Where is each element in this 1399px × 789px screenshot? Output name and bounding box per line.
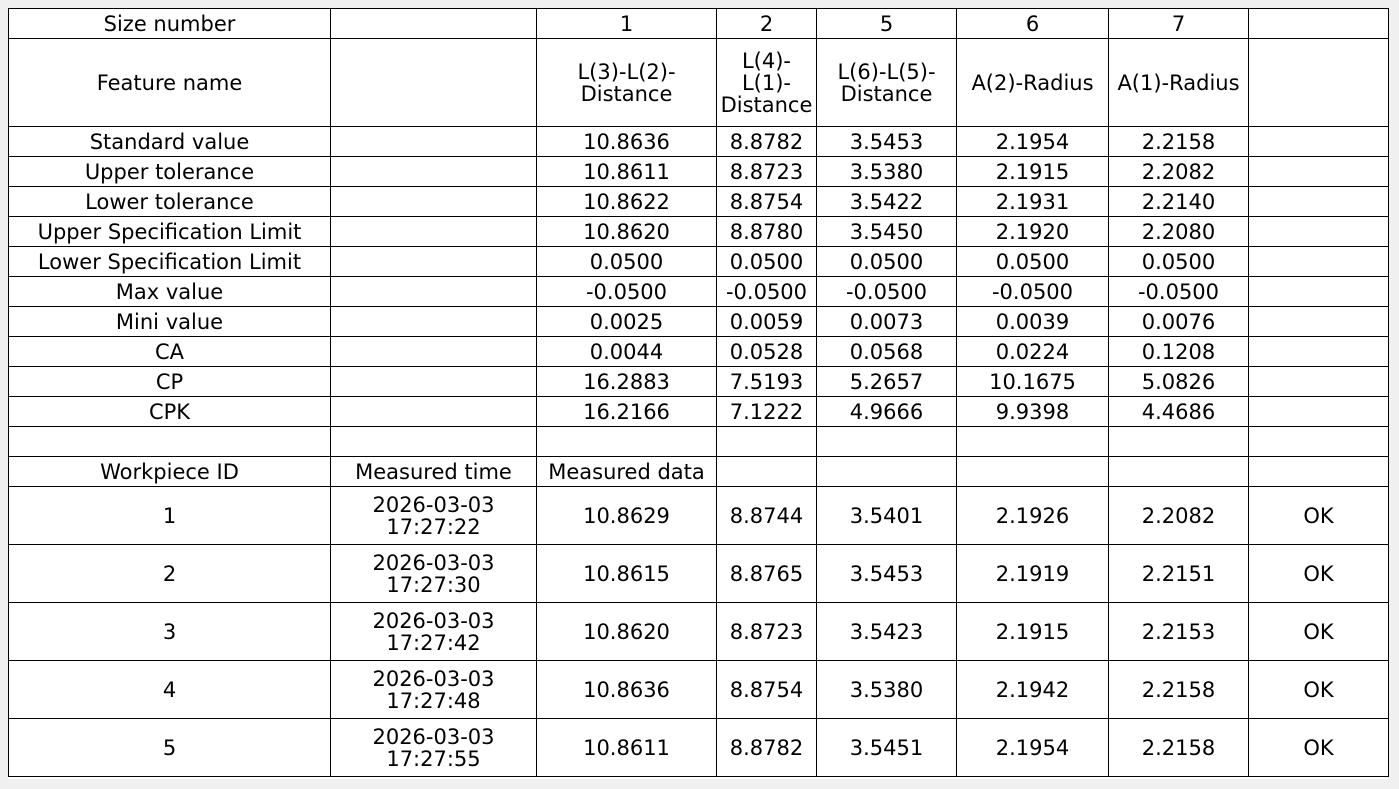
- stats-value[interactable]: 0.0500: [957, 247, 1109, 277]
- feature-name-row: [9, 39, 1389, 127]
- measured-value-cell[interactable]: 10.8636: [537, 661, 717, 719]
- stats-value[interactable]: 0.0568: [817, 337, 957, 367]
- stats-value[interactable]: 0.0044: [537, 337, 717, 367]
- stats-value[interactable]: 5.2657: [817, 367, 957, 397]
- stats-value[interactable]: -0.0500: [817, 277, 957, 307]
- measurement-row: [9, 719, 1389, 777]
- empty-cell[interactable]: [331, 39, 537, 127]
- empty-cell[interactable]: [717, 457, 817, 487]
- empty-cell[interactable]: [331, 217, 537, 247]
- workpiece-id-cell[interactable]: 1: [9, 487, 331, 545]
- size-number-cell[interactable]: 6: [957, 9, 1109, 39]
- measured-value-cell[interactable]: 8.8782: [717, 719, 817, 777]
- empty-cell[interactable]: [1249, 9, 1389, 39]
- measured-value-cell[interactable]: 3.5423: [817, 603, 957, 661]
- measured-date: 2026-03-03: [372, 492, 495, 517]
- empty-cell[interactable]: [331, 9, 537, 39]
- feature-name-cell[interactable]: L(6)-L(5)-Distance: [817, 39, 957, 127]
- measured-value-cell[interactable]: 3.5451: [817, 719, 957, 777]
- stats-row: [9, 307, 1389, 337]
- stats-row: [9, 217, 1389, 247]
- stats-value[interactable]: 7.5193: [717, 367, 817, 397]
- empty-cell[interactable]: [1109, 457, 1249, 487]
- stats-value[interactable]: 9.9398: [957, 397, 1109, 427]
- empty-cell[interactable]: [331, 247, 537, 277]
- result-cell[interactable]: OK: [1249, 545, 1389, 603]
- stats-value[interactable]: 0.0059: [717, 307, 817, 337]
- stats-label[interactable]: CPK: [9, 397, 331, 427]
- measured-value-cell[interactable]: 2.1926: [957, 487, 1109, 545]
- measured-clock-time: 17:27:22: [386, 514, 481, 539]
- measurement-row: [9, 661, 1389, 719]
- stats-value[interactable]: 4.4686: [1109, 397, 1249, 427]
- measured-value-cell[interactable]: 3.5453: [817, 545, 957, 603]
- empty-cell[interactable]: [1109, 427, 1249, 457]
- empty-cell[interactable]: [331, 277, 537, 307]
- stats-value[interactable]: 2.1954: [957, 127, 1109, 157]
- measured-time-cell[interactable]: [331, 661, 537, 719]
- empty-cell[interactable]: [1249, 247, 1389, 277]
- stats-value[interactable]: 0.0500: [537, 247, 717, 277]
- feature-name-cell[interactable]: A(2)-Radius: [957, 39, 1109, 127]
- stats-value[interactable]: -0.0500: [537, 277, 717, 307]
- stats-value[interactable]: 3.5422: [817, 187, 957, 217]
- empty-cell[interactable]: [9, 427, 331, 457]
- stats-row: [9, 397, 1389, 427]
- measurement-row: [9, 545, 1389, 603]
- stats-value[interactable]: 10.1675: [957, 367, 1109, 397]
- measured-value-cell[interactable]: 10.8611: [537, 719, 717, 777]
- stats-value[interactable]: 3.5450: [817, 217, 957, 247]
- stats-value[interactable]: 2.1920: [957, 217, 1109, 247]
- stats-value[interactable]: -0.0500: [1109, 277, 1249, 307]
- measured-value-cell[interactable]: 2.2153: [1109, 603, 1249, 661]
- stats-value[interactable]: 4.9666: [817, 397, 957, 427]
- empty-cell[interactable]: [331, 397, 537, 427]
- measured-value-cell[interactable]: 2.2158: [1109, 661, 1249, 719]
- stats-row: [9, 367, 1389, 397]
- measured-value-cell[interactable]: 10.8629: [537, 487, 717, 545]
- empty-cell[interactable]: [1249, 187, 1389, 217]
- measured-value-cell[interactable]: 8.8754: [717, 661, 817, 719]
- measured-time-cell[interactable]: [331, 487, 537, 545]
- stats-value[interactable]: 8.8780: [717, 217, 817, 247]
- measured-time-cell[interactable]: [331, 545, 537, 603]
- empty-cell[interactable]: [331, 367, 537, 397]
- measured-value-cell[interactable]: 8.8744: [717, 487, 817, 545]
- stats-value[interactable]: 0.0224: [957, 337, 1109, 367]
- result-cell[interactable]: OK: [1249, 487, 1389, 545]
- measured-value-cell[interactable]: 8.8723: [717, 603, 817, 661]
- measured-date: 2026-03-03: [372, 550, 495, 575]
- measurement-row: [9, 603, 1389, 661]
- empty-cell[interactable]: [331, 127, 537, 157]
- stats-row: [9, 277, 1389, 307]
- measured-value-cell[interactable]: 3.5401: [817, 487, 957, 545]
- result-cell[interactable]: OK: [1249, 719, 1389, 777]
- stats-row: [9, 157, 1389, 187]
- stats-row: [9, 337, 1389, 367]
- measurement-header-row: [9, 457, 1389, 487]
- size-number-cell[interactable]: 5: [817, 9, 957, 39]
- stats-value[interactable]: 0.0500: [817, 247, 957, 277]
- stats-row: [9, 247, 1389, 277]
- stats-value[interactable]: 2.1931: [957, 187, 1109, 217]
- stats-label[interactable]: Lower tolerance: [9, 187, 331, 217]
- stats-value[interactable]: 3.5453: [817, 127, 957, 157]
- stats-value[interactable]: 8.8723: [717, 157, 817, 187]
- measured-clock-time: 17:27:48: [386, 688, 481, 713]
- stats-value[interactable]: 5.0826: [1109, 367, 1249, 397]
- measured-time-cell[interactable]: [331, 603, 537, 661]
- measured-value-cell[interactable]: 8.8765: [717, 545, 817, 603]
- measured-value-cell[interactable]: 10.8615: [537, 545, 717, 603]
- stats-value[interactable]: 10.8636: [537, 127, 717, 157]
- size-number-label[interactable]: Size number: [9, 9, 331, 39]
- result-cell[interactable]: OK: [1249, 661, 1389, 719]
- measured-time-label[interactable]: Measured time: [331, 457, 537, 487]
- empty-cell[interactable]: [331, 337, 537, 367]
- measured-value-cell[interactable]: 2.2158: [1109, 719, 1249, 777]
- measured-value-cell[interactable]: 2.1942: [957, 661, 1109, 719]
- measured-value-cell[interactable]: 3.5380: [817, 661, 957, 719]
- workpiece-id-cell[interactable]: 5: [9, 719, 331, 777]
- stats-value[interactable]: 8.8754: [717, 187, 817, 217]
- empty-cell[interactable]: [1249, 307, 1389, 337]
- measured-value-cell[interactable]: 2.1954: [957, 719, 1109, 777]
- empty-cell[interactable]: [1249, 457, 1389, 487]
- stats-value[interactable]: 2.2082: [1109, 157, 1249, 187]
- empty-cell[interactable]: [1249, 127, 1389, 157]
- empty-cell[interactable]: [1249, 427, 1389, 457]
- empty-cell[interactable]: [1249, 367, 1389, 397]
- stats-value[interactable]: 2.1915: [957, 157, 1109, 187]
- workpiece-id-cell[interactable]: 4: [9, 661, 331, 719]
- stats-value[interactable]: 7.1222: [717, 397, 817, 427]
- stats-value[interactable]: 16.2166: [537, 397, 717, 427]
- measured-time-cell[interactable]: [331, 719, 537, 777]
- empty-cell[interactable]: [1249, 39, 1389, 127]
- stats-value[interactable]: 10.8611: [537, 157, 717, 187]
- empty-cell[interactable]: [717, 427, 817, 457]
- spc-report-sheet: [8, 8, 1388, 779]
- stats-label[interactable]: Upper Specification Limit: [9, 217, 331, 247]
- stats-label[interactable]: Standard value: [9, 127, 331, 157]
- stats-value[interactable]: 8.8782: [717, 127, 817, 157]
- empty-cell[interactable]: [1249, 217, 1389, 247]
- measured-data-label[interactable]: Measured data: [537, 457, 717, 487]
- stats-value[interactable]: 0.0500: [717, 247, 817, 277]
- empty-cell[interactable]: [537, 427, 717, 457]
- stats-value[interactable]: 10.8620: [537, 217, 717, 247]
- empty-cell[interactable]: [1249, 157, 1389, 187]
- stats-value[interactable]: 0.0500: [1109, 247, 1249, 277]
- measured-date: 2026-03-03: [372, 608, 495, 633]
- empty-cell[interactable]: [331, 157, 537, 187]
- empty-cell[interactable]: [1249, 337, 1389, 367]
- measured-clock-time: 17:27:30: [386, 572, 481, 597]
- measured-value-cell[interactable]: 2.1919: [957, 545, 1109, 603]
- stats-value[interactable]: 16.2883: [537, 367, 717, 397]
- empty-cell[interactable]: [331, 187, 537, 217]
- stats-label[interactable]: Lower Specification Limit: [9, 247, 331, 277]
- stats-label[interactable]: Max value: [9, 277, 331, 307]
- measured-clock-time: 17:27:42: [386, 630, 481, 655]
- workpiece-id-cell[interactable]: 3: [9, 603, 331, 661]
- stats-label[interactable]: CP: [9, 367, 331, 397]
- stats-value[interactable]: 3.5380: [817, 157, 957, 187]
- stats-row: [9, 187, 1389, 217]
- empty-cell[interactable]: [331, 427, 537, 457]
- stats-value[interactable]: 0.0073: [817, 307, 957, 337]
- empty-cell[interactable]: [957, 427, 1109, 457]
- measured-date: 2026-03-03: [372, 724, 495, 749]
- size-number-row: [9, 9, 1389, 39]
- measured-value-cell[interactable]: 2.1915: [957, 603, 1109, 661]
- stats-value[interactable]: 0.1208: [1109, 337, 1249, 367]
- measured-value-cell[interactable]: 2.2082: [1109, 487, 1249, 545]
- measured-value-cell[interactable]: 2.2151: [1109, 545, 1249, 603]
- blank-row: [9, 427, 1389, 457]
- stats-value[interactable]: -0.0500: [717, 277, 817, 307]
- workpiece-id-label[interactable]: Workpiece ID: [9, 457, 331, 487]
- stats-value[interactable]: 0.0039: [957, 307, 1109, 337]
- measurement-row: [9, 487, 1389, 545]
- stats-value[interactable]: 0.0528: [717, 337, 817, 367]
- measured-clock-time: 17:27:55: [386, 746, 481, 771]
- result-cell[interactable]: OK: [1249, 603, 1389, 661]
- empty-cell[interactable]: [1249, 397, 1389, 427]
- stats-value[interactable]: 2.2140: [1109, 187, 1249, 217]
- empty-cell[interactable]: [1249, 277, 1389, 307]
- stats-value[interactable]: 2.2080: [1109, 217, 1249, 247]
- stats-label[interactable]: Upper tolerance: [9, 157, 331, 187]
- spc-report-table: [8, 8, 1389, 777]
- feature-name-cell[interactable]: L(3)-L(2)-Distance: [537, 39, 717, 127]
- stats-value[interactable]: 0.0025: [537, 307, 717, 337]
- size-number-cell[interactable]: 2: [717, 9, 817, 39]
- empty-cell[interactable]: [331, 307, 537, 337]
- measured-date: 2026-03-03: [372, 666, 495, 691]
- feature-name-cell[interactable]: L(4)-L(1)-Distance: [717, 39, 817, 127]
- feature-name-cell[interactable]: A(1)-Radius: [1109, 39, 1249, 127]
- stats-row: [9, 127, 1389, 157]
- feature-name-label[interactable]: Feature name: [9, 39, 331, 127]
- empty-cell[interactable]: [957, 457, 1109, 487]
- stats-label[interactable]: Mini value: [9, 307, 331, 337]
- stats-label[interactable]: CA: [9, 337, 331, 367]
- size-number-cell[interactable]: 7: [1109, 9, 1249, 39]
- measured-value-cell[interactable]: 10.8620: [537, 603, 717, 661]
- stats-value[interactable]: 10.8622: [537, 187, 717, 217]
- empty-cell[interactable]: [817, 427, 957, 457]
- stats-value[interactable]: 2.2158: [1109, 127, 1249, 157]
- size-number-cell[interactable]: 1: [537, 9, 717, 39]
- stats-value[interactable]: -0.0500: [957, 277, 1109, 307]
- stats-value[interactable]: 0.0076: [1109, 307, 1249, 337]
- workpiece-id-cell[interactable]: 2: [9, 545, 331, 603]
- empty-cell[interactable]: [817, 457, 957, 487]
